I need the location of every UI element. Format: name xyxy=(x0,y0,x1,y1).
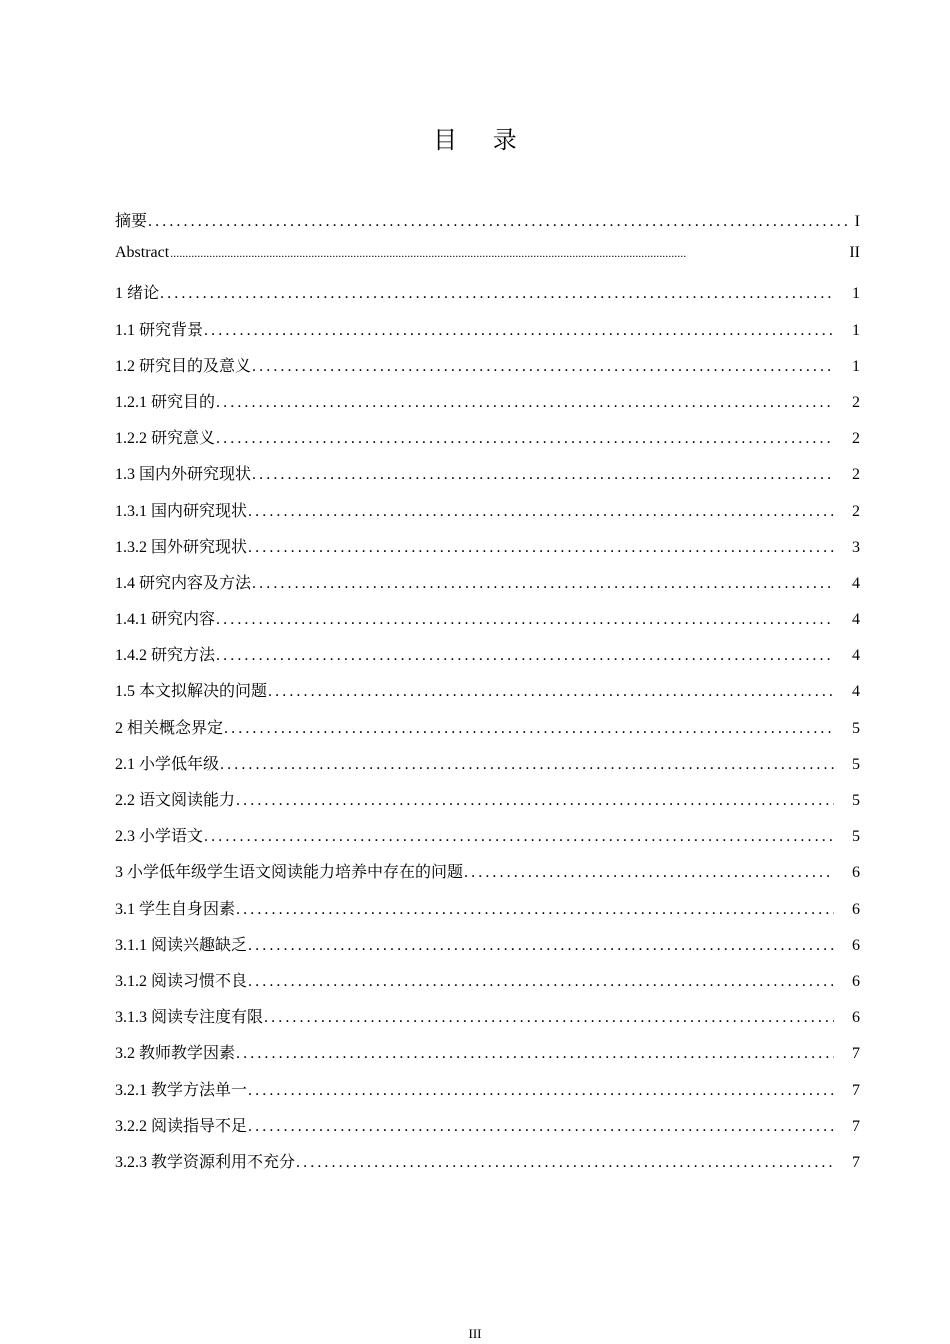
toc-entry-label: 摘要 xyxy=(115,213,148,230)
toc-leader xyxy=(220,756,834,774)
toc-leader xyxy=(248,1118,834,1136)
toc-leader xyxy=(248,937,834,955)
toc-entry-page: 7 xyxy=(852,1117,860,1135)
toc-leader xyxy=(216,394,834,412)
toc-entry-page: 1 xyxy=(852,321,860,339)
toc-entry[interactable] xyxy=(115,968,860,1004)
toc-entry[interactable] xyxy=(115,244,860,280)
toc-entry-label: 2.1 小学低年级 xyxy=(115,755,220,773)
table-of-contents xyxy=(115,208,860,1185)
toc-leader xyxy=(264,1009,834,1027)
toc-entry[interactable] xyxy=(115,280,860,316)
toc-leader xyxy=(216,647,834,665)
toc-entry-page: 6 xyxy=(852,864,860,882)
toc-entry-label: 2 相关概念界定 xyxy=(115,719,224,737)
toc-entry[interactable] xyxy=(115,208,860,244)
toc-entry[interactable] xyxy=(115,1113,860,1149)
toc-entry[interactable] xyxy=(115,1004,860,1040)
toc-entry[interactable] xyxy=(115,570,860,606)
toc-leader xyxy=(248,1082,834,1100)
toc-leader xyxy=(148,213,848,231)
toc-entry-label: 1.4 研究内容及方法 xyxy=(115,574,252,592)
toc-entry-page: 5 xyxy=(852,792,860,809)
toc-entry-page: 4 xyxy=(852,683,860,701)
toc-entry-page: 4 xyxy=(852,647,860,665)
toc-leader xyxy=(236,1045,834,1063)
toc-entry[interactable] xyxy=(115,715,860,751)
toc-entry[interactable] xyxy=(115,606,860,642)
toc-leader xyxy=(160,285,834,303)
toc-entry-label: 3 小学低年级学生语文阅读能力培养中存在的问题 xyxy=(115,864,464,882)
toc-leader xyxy=(464,864,834,882)
toc-leader xyxy=(204,322,834,340)
toc-entry-label: 3.2.2 阅读指导不足 xyxy=(115,1117,248,1135)
toc-entry-label: 1 绪论 xyxy=(115,285,160,303)
toc-leader xyxy=(252,358,834,376)
toc-entry-page: 2 xyxy=(852,393,860,411)
toc-entry-page: 3 xyxy=(852,538,860,556)
toc-entry-page: 7 xyxy=(852,1153,860,1171)
toc-entry[interactable] xyxy=(115,389,860,425)
toc-entry[interactable] xyxy=(115,1040,860,1076)
toc-entry-page: II xyxy=(849,244,860,262)
toc-entry-page: 5 xyxy=(852,828,860,846)
toc-entry[interactable] xyxy=(115,461,860,497)
toc-entry[interactable] xyxy=(115,859,860,895)
toc-leader xyxy=(268,683,834,701)
toc-leader xyxy=(170,246,847,261)
toc-entry-page: 6 xyxy=(852,936,860,954)
toc-entry[interactable] xyxy=(115,896,860,932)
toc-entry-page: 6 xyxy=(852,972,860,990)
toc-entry-page: 4 xyxy=(852,611,860,629)
toc-entry-page: 5 xyxy=(852,719,860,737)
toc-entry[interactable] xyxy=(115,787,860,823)
toc-entry-label: 3.2 教师教学因素 xyxy=(115,1045,236,1063)
toc-entry-label: 1.1 研究背景 xyxy=(115,321,204,339)
toc-entry[interactable] xyxy=(115,317,860,353)
toc-entry[interactable] xyxy=(115,353,860,389)
toc-entry-page: 6 xyxy=(852,1009,860,1027)
toc-entry-page: 2 xyxy=(852,466,860,484)
toc-entry-label: 3.1.3 阅读专注度有限 xyxy=(115,1009,264,1027)
toc-leader xyxy=(204,828,834,846)
toc-entry[interactable] xyxy=(115,1149,860,1185)
toc-entry[interactable] xyxy=(115,498,860,534)
toc-entry[interactable] xyxy=(115,932,860,968)
toc-leader xyxy=(248,503,834,521)
toc-entry-label: 1.3.2 国外研究现状 xyxy=(115,538,248,556)
toc-entry[interactable] xyxy=(115,751,860,787)
toc-leader xyxy=(248,539,834,557)
toc-leader xyxy=(248,973,834,991)
toc-entry-page: I xyxy=(854,213,860,230)
toc-entry-page: 7 xyxy=(852,1045,860,1063)
toc-entry-page: 2 xyxy=(852,502,860,520)
toc-entry-page: 4 xyxy=(852,574,860,592)
toc-entry-label: 3.2.1 教学方法单一 xyxy=(115,1081,248,1099)
toc-entry-label: 2.2 语文阅读能力 xyxy=(115,792,236,809)
toc-leader xyxy=(216,430,834,448)
toc-entry[interactable] xyxy=(115,823,860,859)
toc-entry-label: 1.5 本文拟解决的问题 xyxy=(115,683,268,701)
toc-entry-label: 1.4.2 研究方法 xyxy=(115,647,216,665)
toc-entry-page: 1 xyxy=(852,285,860,303)
toc-leader xyxy=(252,466,834,484)
toc-entry-label: 3.1.2 阅读习惯不良 xyxy=(115,972,248,990)
toc-entry-page: 2 xyxy=(852,430,860,448)
toc-entry-label: 1.2.1 研究目的 xyxy=(115,393,216,411)
toc-entry-page: 7 xyxy=(852,1081,860,1099)
toc-leader xyxy=(252,575,834,593)
toc-leader xyxy=(296,1154,834,1172)
toc-entry-label: 3.1.1 阅读兴趣缺乏 xyxy=(115,936,248,954)
toc-entry-label: 3.2.3 教学资源利用不充分 xyxy=(115,1153,296,1171)
toc-entry-label: 3.1 学生自身因素 xyxy=(115,900,236,918)
toc-entry-page: 5 xyxy=(852,755,860,773)
toc-leader xyxy=(216,611,834,629)
page-number: III xyxy=(468,1326,482,1341)
toc-entry[interactable] xyxy=(115,642,860,678)
toc-entry-page: 1 xyxy=(852,357,860,375)
toc-entry-label: 1.2.2 研究意义 xyxy=(115,430,216,448)
toc-leader xyxy=(236,901,834,919)
toc-entry[interactable] xyxy=(115,1077,860,1113)
toc-entry-label: 1.2 研究目的及意义 xyxy=(115,357,252,375)
page-title: 目 录 xyxy=(433,126,531,154)
toc-entry-label: 2.3 小学语文 xyxy=(115,828,204,846)
toc-leader xyxy=(236,792,834,810)
toc-entry-label: 1.3.1 国内研究现状 xyxy=(115,502,248,520)
toc-entry-label: Abstract xyxy=(115,244,170,262)
toc-entry[interactable] xyxy=(115,678,860,714)
toc-entry-page: 6 xyxy=(852,900,860,918)
toc-entry[interactable] xyxy=(115,534,860,570)
toc-entry-label: 1.4.1 研究内容 xyxy=(115,611,216,629)
toc-entry-label: 1.3 国内外研究现状 xyxy=(115,466,252,484)
toc-entry[interactable] xyxy=(115,425,860,461)
toc-leader xyxy=(224,720,834,738)
